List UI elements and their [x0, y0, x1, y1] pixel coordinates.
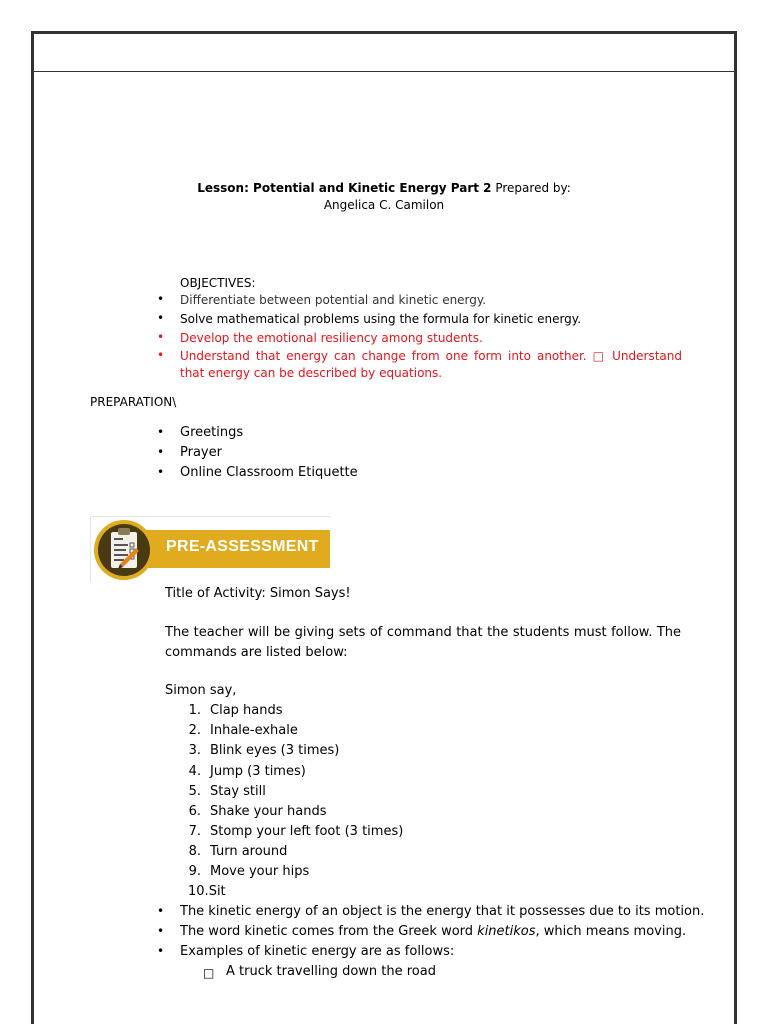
banner-border-left: [90, 516, 91, 582]
page-frame-top: [31, 31, 737, 34]
list-number: 8.: [188, 844, 201, 859]
preparation-heading: PREPARATION\: [90, 395, 177, 409]
kinetic-fact: Examples of kinetic energy are as follows:: [180, 944, 455, 959]
list-number: 9.: [188, 864, 201, 879]
command-item: Clap hands: [210, 703, 283, 718]
kinetic-example: A truck travelling down the road: [226, 964, 436, 979]
kinetic-fact: The word kinetic comes from the Greek word: [180, 924, 478, 939]
kinetic-fact: The kinetic energy of an object is the energy that it possesses due to its motion.: [180, 904, 705, 919]
list-number: 4.: [188, 764, 201, 779]
sub-bullet-marker: □: [203, 966, 215, 980]
pre-assessment-banner: [90, 516, 330, 582]
clipboard-checklist-icon: [92, 518, 156, 582]
list-number: 2.: [188, 723, 201, 738]
bullet-marker: •: [157, 465, 165, 479]
banner-border-top: [90, 516, 330, 517]
lesson-title: [0, 181, 768, 195]
objective-item: Develop the emotional resiliency among students.: [180, 331, 483, 345]
bullet-marker: •: [157, 292, 165, 306]
list-number: 5.: [188, 784, 201, 799]
lesson-label: Lesson: Potential and Kinetic Energy Part 2: [197, 181, 492, 195]
command-item: Sit: [208, 884, 226, 899]
command-item: Jump (3 times): [210, 764, 306, 779]
command-item: Shake your hands: [210, 804, 327, 819]
bullet-marker: •: [157, 924, 165, 938]
bullet-marker: •: [157, 425, 165, 439]
command-item: Stomp your left foot (3 times): [210, 824, 404, 839]
preparation-item: Greetings: [180, 425, 244, 440]
objective-item: Differentiate between potential and kinetic energy.: [180, 293, 487, 307]
bullet-marker: •: [157, 311, 165, 325]
list-number: 6.: [188, 804, 201, 819]
activity-instructions: The teacher will be giving sets of command that the students must follow. The commands are listed below:: [165, 625, 681, 660]
bullet-marker: •: [157, 944, 165, 958]
command-item: Stay still: [210, 784, 266, 799]
command-item: Blink eyes (3 times): [210, 743, 340, 758]
simon-says-intro: Simon say,: [165, 683, 237, 698]
banner-title: PRE-ASSESSMENT: [166, 538, 319, 555]
command-item-last: [188, 882, 226, 902]
command-item: Move your hips: [210, 864, 310, 879]
bullet-marker: •: [157, 330, 165, 344]
list-number: 10.: [188, 884, 209, 899]
kinetic-etymology: [180, 922, 686, 942]
list-number: 7.: [188, 824, 201, 839]
preparation-item: Online Classroom Etiquette: [180, 465, 358, 480]
bullet-marker: •: [157, 904, 165, 918]
bullet-marker: •: [157, 348, 165, 362]
bullet-marker: •: [157, 445, 165, 459]
command-item: Inhale-exhale: [210, 723, 298, 738]
greek-word-meaning: , which means moving.: [535, 924, 687, 939]
list-number: 3.: [188, 743, 201, 758]
activity-title: Title of Activity: Simon Says!: [165, 586, 351, 601]
prepared-by-label: Prepared by:: [491, 181, 571, 195]
objectives-heading: OBJECTIVES:: [180, 276, 256, 290]
objective-item: Solve mathematical problems using the formula for kinetic energy.: [180, 312, 582, 326]
command-item: Turn around: [210, 844, 288, 859]
list-number: 1.: [188, 703, 201, 718]
objective-item: Understand that energy can change from one form into another. □ Understand that energy can be described by equations.: [180, 349, 682, 380]
greek-word: kinetikos: [477, 924, 536, 939]
preparation-item: Prayer: [180, 445, 222, 460]
author-name: Angelica C. Camilon: [323, 198, 445, 212]
header-rule: [34, 71, 734, 72]
